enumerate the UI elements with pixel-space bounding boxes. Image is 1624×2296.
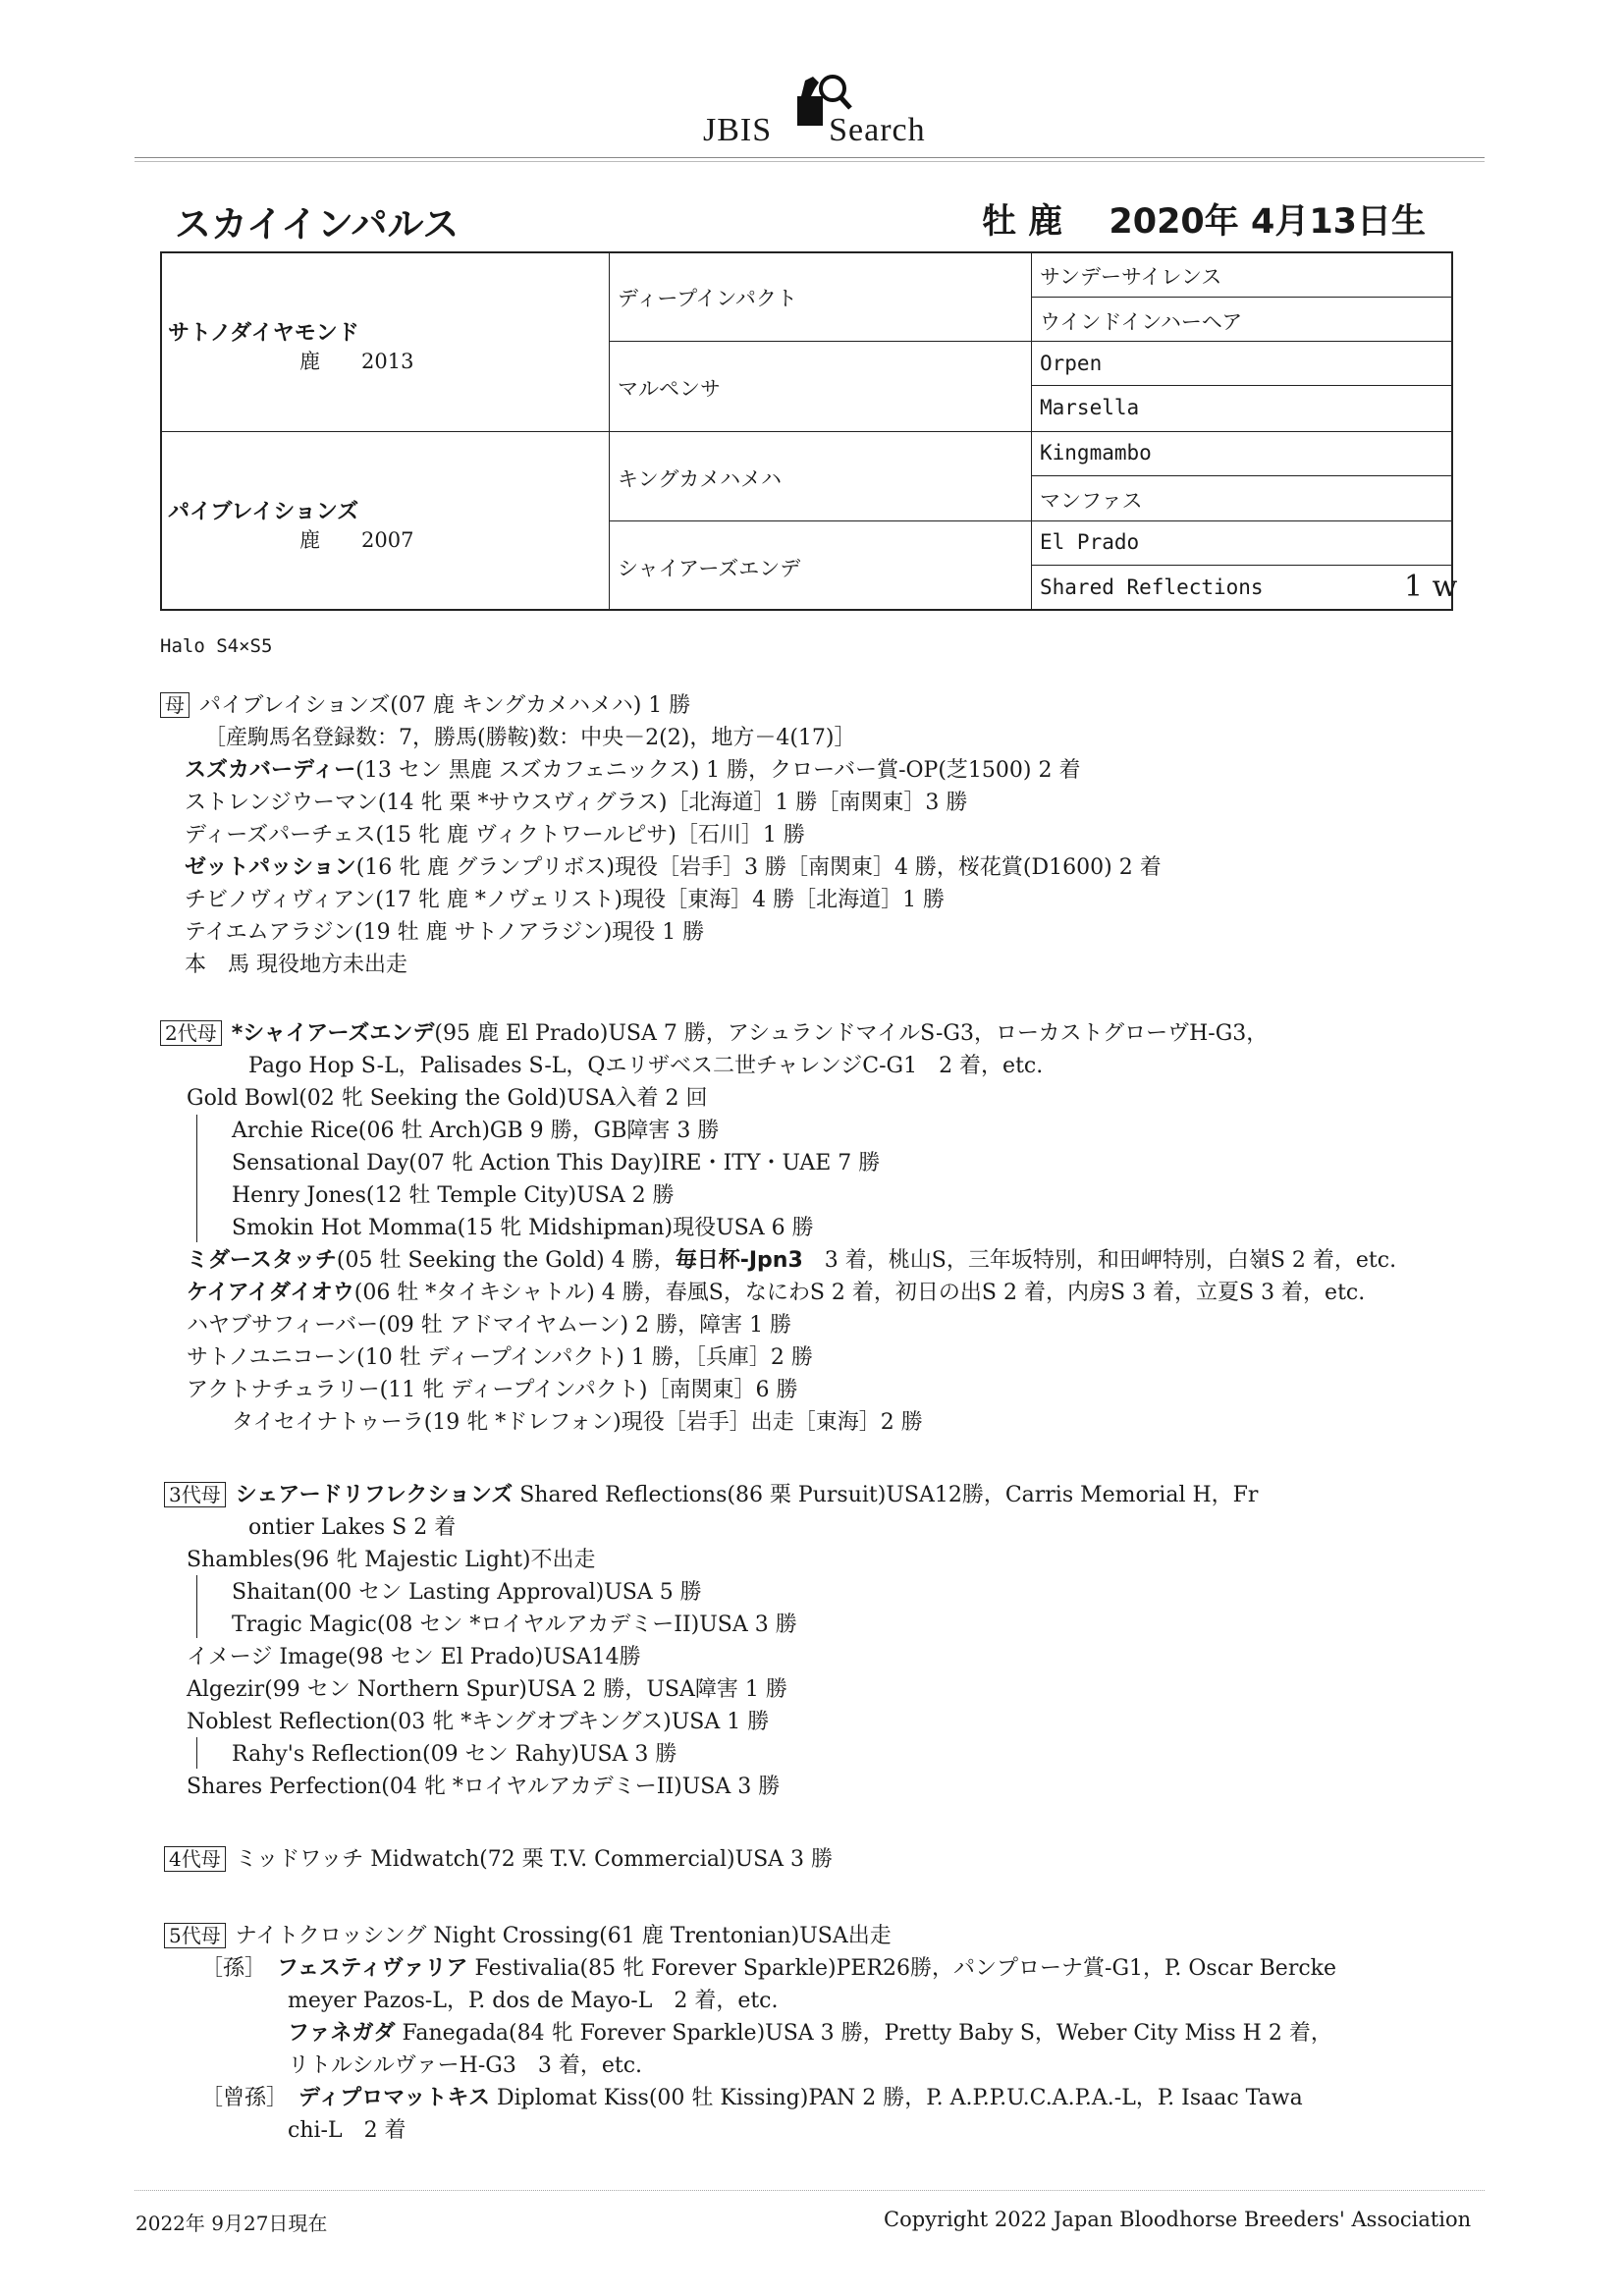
g3-section-header	[164, 1478, 1258, 1508]
logo-jbis-text: JBIS	[703, 112, 773, 148]
pedigree-table	[160, 251, 1453, 611]
g2-produce-3	[187, 1276, 1365, 1306]
dam-section-label: 母	[160, 692, 189, 718]
dam-color-year	[299, 524, 413, 554]
dam-name[interactable]: パイブレイションズ	[168, 500, 359, 524]
dam-produce-4	[185, 850, 1162, 881]
header-divider	[135, 157, 1485, 162]
g2-grand-3: Henry Jones(12 牡 Temple City)USA 2 勝	[232, 1183, 675, 1208]
sire-name[interactable]: サトノダイヤモンド	[168, 321, 359, 346]
pedigree-dam-sire[interactable]: キングカメハメハ	[618, 467, 782, 491]
g5-line-4: meyer Pazos-L，P. dos de Mayo-L 2 着，etc.	[288, 1989, 779, 2013]
g4-section-header	[164, 1842, 833, 1873]
family-bracket	[196, 1115, 197, 1242]
pedigree-dam-dam[interactable]: シャイアーズエンデ	[618, 557, 801, 580]
g2-dam-detail: (95 鹿 El Prado)USA 7 勝，アシュランドマイルS-G3，ローカストグローヴH-G3，	[434, 1021, 1269, 1046]
g3-dam-detail: Shared Reflections(86 栗 Pursuit)USA12勝，Carris Memorial H，Fr	[513, 1483, 1259, 1507]
descendant-name[interactable]: ファネガダ	[288, 2021, 396, 2046]
g2-grand-4: Smokin Hot Momma(15 牝 Midshipman)現役USA 6 勝	[232, 1216, 814, 1240]
g2-produce-2	[187, 1243, 1396, 1274]
pedigree-sire-sire[interactable]: ディープインパクト	[618, 287, 797, 310]
g3-grand-1: Shaitan(00 セン Lasting Approval)USA 5 勝	[232, 1580, 702, 1605]
g2-line-2: Pago Hop S-L，Palisades S-L，Qエリザベス二世チャレンジC-G1 2 着，etc.	[248, 1054, 1044, 1078]
produce-detail-2: 3 着，桃山S，三年坂特別，和田岬特別，白嶺S 2 着，etc.	[802, 1248, 1397, 1273]
dam-color: 鹿	[299, 528, 320, 552]
g2-dam-name[interactable]: *シャイアーズエンデ	[231, 1021, 435, 1046]
dam-year: 2007	[361, 528, 414, 552]
g3-produce-3: Algezir(99 セン Northern Spur)USA 2 勝，USA障害 1 勝	[187, 1677, 787, 1702]
g5-dam-detail: ナイトクロッシング Night Crossing(61 鹿 Trentonian)USA出走	[235, 1924, 892, 1948]
family-bracket	[196, 1737, 197, 1769]
sire-year: 2013	[361, 350, 414, 373]
dam-produce-5: チビノヴィヴィアン(17 牝 鹿 *ノヴェリスト)現役［東海］4 勝［北海道］1 勝	[185, 888, 946, 912]
relation-label-grandchild: ［孫］	[201, 1956, 256, 1981]
g5-descendant-1	[201, 1951, 1336, 1982]
g5-section-header	[164, 1919, 892, 1949]
sire-color: 鹿	[299, 350, 320, 373]
g4-dam-detail: ミッドワッチ Midwatch(72 栗 T.V. Commercial)USA 3 勝	[235, 1847, 834, 1872]
footer-date: 2022年 9月27日現在	[135, 2212, 328, 2235]
descendant-name[interactable]: ディプロマットキス	[298, 2086, 490, 2110]
footer-divider	[135, 2190, 1485, 2191]
g3-produce-1: Shambles(96 牝 Majestic Light)不出走	[187, 1548, 596, 1572]
sire-color-year	[299, 346, 413, 375]
descendant-detail: Fanegada(84 牝 Forever Sparkle)USA 3 勝，Pretty Baby S，Weber City Miss H 2 着，	[395, 2021, 1332, 2046]
dam-section-header	[160, 688, 690, 719]
pedigree-g3-4[interactable]: Marsella	[1040, 396, 1140, 419]
g2-grand-2: Sensational Day(07 牝 Action This Day)IRE・ITY・UAE 7 勝	[232, 1151, 881, 1175]
relation-label-great-grandchild: ［曾孫］	[201, 2086, 278, 2110]
horse-name: スカイインパルス	[175, 203, 460, 246]
horse-sex-color-birthdate: 牡 鹿 2020年 4月13日生	[982, 202, 1427, 242]
g3-produce-4: Noblest Reflection(03 牝 *キングオブキングス)USA 1 勝	[187, 1710, 770, 1734]
g2-produce-5: サトノユニコーン(10 牡 ディープインパクト) 1 勝，［兵庫］2 勝	[187, 1345, 813, 1370]
produce-detail: (16 牝 鹿 グランプリボス)現役［岩手］3 勝［南関東］4 勝，桜花賞(D1600) 2 着	[355, 855, 1162, 880]
produce-detail: (06 牡 *タイキシャトル) 4 勝，春風S，なにわS 2 着，初日の出S 2 着，内房S 3 着，立夏S 3 着，etc.	[353, 1281, 1366, 1305]
descendant-detail: Diplomat Kiss(00 牡 Kissing)PAN 2 勝，P. A.P.P.U.C.A.P.A.-L，P. Isaac Tawa	[489, 2086, 1303, 2110]
dam-produce-6: テイエムアラジン(19 牡 鹿 サトノアラジン)現役 1 勝	[185, 920, 705, 945]
g2-produce-6: アクトナチュラリー(11 牝 ディープインパクト)［南関東］6 勝	[187, 1378, 798, 1402]
pedigree-g3-3[interactable]: Orpen	[1040, 352, 1103, 375]
g3-produce-2: イメージ Image(98 セン El Prado)USA14勝	[187, 1645, 641, 1669]
descendant-detail: Festivalia(85 牝 Forever Sparkle)PER26勝，パンプローナ賞-G1，P. Oscar Bercke	[467, 1956, 1337, 1981]
jbis-search-logo[interactable]	[703, 110, 926, 149]
descendant-name[interactable]: フェスティヴァリア	[277, 1956, 468, 1981]
pedigree-g3-5[interactable]: Kingmambo	[1040, 441, 1152, 465]
dam-line-1: ［産駒馬名登録数：7，勝馬(勝鞍)数：中央－2(2)，地方－4(17)］	[204, 726, 856, 750]
g3-grand-2: Tragic Magic(08 セン *ロイヤルアカデミーII)USA 3 勝	[232, 1613, 797, 1637]
g2-section-header	[160, 1016, 1268, 1047]
g3-grand-3: Rahy's Reflection(09 セン Rahy)USA 3 勝	[232, 1742, 677, 1767]
g4-section-label: 4代母	[164, 1846, 226, 1872]
produce-race: 毎日杯-Jpn3	[675, 1248, 803, 1273]
produce-name[interactable]: スズカバーディー	[185, 758, 356, 783]
g5-line-7: リトルシルヴァーH-G3 3 着，etc.	[288, 2053, 643, 2078]
inbreeding-note: Halo S4×S5	[160, 635, 273, 657]
produce-name[interactable]: ゼットパッション	[185, 855, 356, 880]
pedigree-g3-6[interactable]: マンファス	[1040, 489, 1143, 513]
footer-copyright: Copyright 2022 Japan Bloodhorse Breeders' Association	[884, 2208, 1472, 2231]
produce-detail: (05 牡 Seeking the Gold) 4 勝，	[336, 1248, 676, 1273]
g2-produce-gold-bowl: Gold Bowl(02 牝 Seeking the Gold)USA入着 2 回	[187, 1086, 708, 1111]
g2-produce-4: ハヤブサフィーバー(09 牡 アドマイヤムーン) 2 勝，障害 1 勝	[187, 1313, 792, 1338]
g5-descendant-3	[201, 2081, 1303, 2111]
g2-grand-1: Archie Rice(06 牡 Arch)GB 9 勝，GB障害 3 勝	[232, 1119, 720, 1143]
g2-section-label: 2代母	[160, 1020, 222, 1046]
dam-produce-3: ディーズパーチェス(15 牝 鹿 ヴィクトワールピサ)［石川］1 勝	[185, 823, 805, 847]
produce-name[interactable]: ミダースタッチ	[187, 1248, 337, 1273]
g2-grand-5: タイセイナトゥーラ(19 牝 *ドレフォン)現役［岩手］出走［東海］2 勝	[232, 1410, 923, 1435]
g5-descendant-2	[288, 2016, 1332, 2047]
pedigree-g3-1[interactable]: サンデーサイレンス	[1040, 265, 1222, 289]
dam-produce-2: ストレンジウーマン(14 牝 栗 *サウスヴィグラス)［北海道］1 勝［南関東］3 勝	[185, 791, 968, 815]
pedigree-g3-7[interactable]: El Prado	[1040, 530, 1140, 554]
pedigree-g3-8[interactable]: Shared Reflections	[1040, 575, 1264, 599]
g3-line-2: ontier Lakes S 2 着	[248, 1515, 457, 1540]
g5-line-11: chi-L 2 着	[288, 2118, 406, 2143]
g3-dam-name[interactable]: シェアードリフレクションズ	[235, 1483, 514, 1507]
pedigree-note: 1 w	[1404, 570, 1458, 604]
pedigree-g3-2[interactable]: ウインドインハーヘア	[1040, 310, 1243, 334]
dam-produce-1	[185, 753, 1081, 784]
g3-section-label: 3代母	[164, 1482, 226, 1507]
produce-detail: (13 セン 黒鹿 スズカフェニックス) 1 勝，クローバー賞-OP(芝1500) 2 着	[355, 758, 1081, 783]
dam-produce-7: 本 馬 現役地方未出走	[185, 953, 407, 977]
pedigree-sire-dam[interactable]: マルペンサ	[618, 377, 721, 401]
g5-section-label: 5代母	[164, 1923, 226, 1948]
g3-produce-5: Shares Perfection(04 牝 *ロイヤルアカデミーII)USA 3 勝	[187, 1775, 781, 1799]
dam-line-0: パイブレイションズ(07 鹿 キングカメハメハ) 1 勝	[199, 693, 691, 718]
family-bracket	[196, 1575, 197, 1638]
produce-name[interactable]: ケイアイダイオウ	[187, 1281, 354, 1305]
logo-search-text: Search	[829, 112, 926, 148]
